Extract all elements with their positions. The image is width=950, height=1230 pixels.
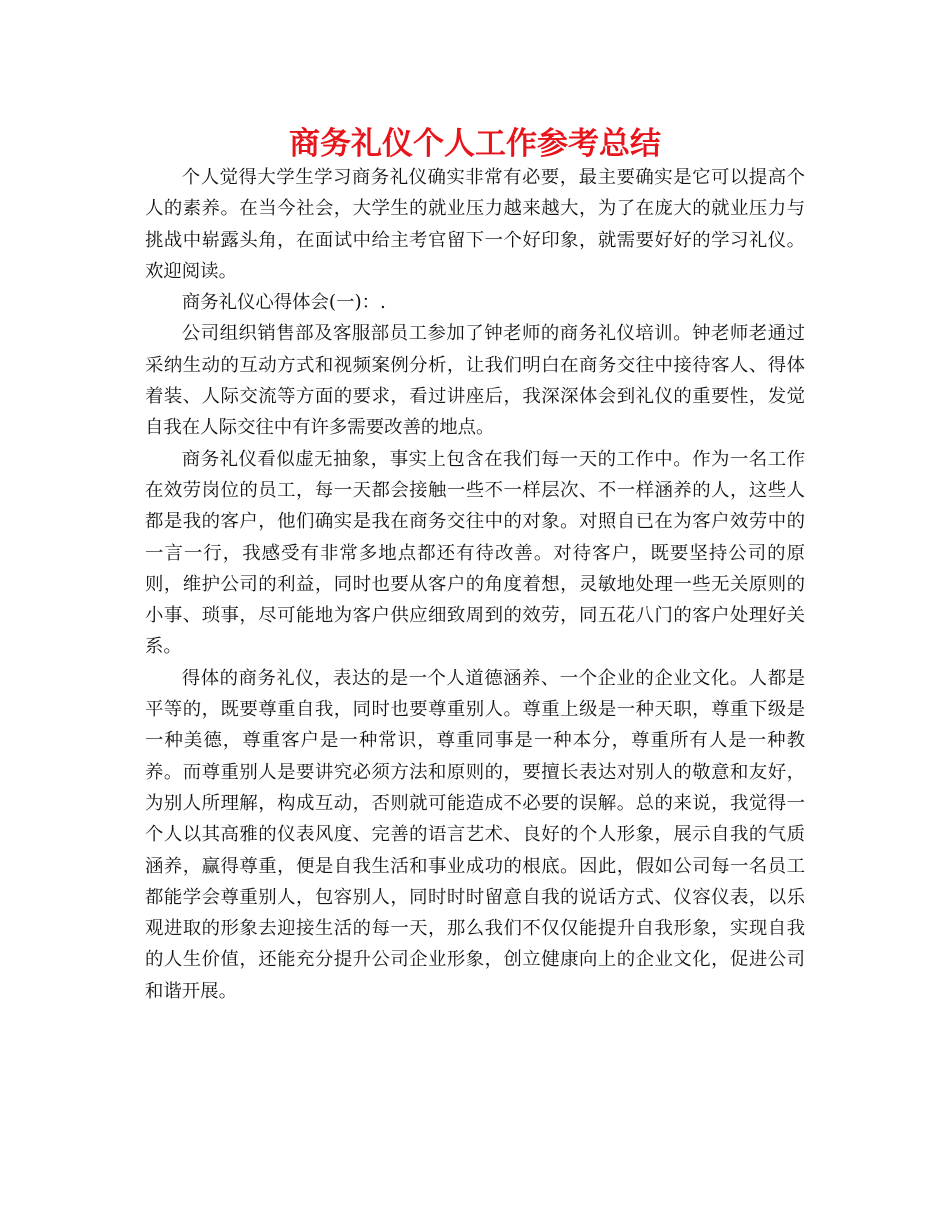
document-body bbox=[145, 162, 805, 1007]
paragraph-training: 公司组织销售部及客服部员工参加了钟老师的商务礼仪培训。钟老师老通过采纳生动的互动方式和视频案例分析，让我们明白在商务交往中接待客人、得体着装、人际交流等方面的要求，看过讲座后，我深深体会到礼仪的重要性，发觉自我在人际交往中有许多需要改善的地点。 bbox=[145, 323, 805, 439]
paragraph-intro: 个人觉得大学生学习商务礼仪确实非常有必要，最主要确实是它可以提高个人的素养。在当今社会，大学生的就业压力越来越大，为了在庞大的就业压力与挑战中崭露头角，在面试中给主考官留下一个好印象，就需要好好的学习礼仪。欢迎阅读。 bbox=[145, 167, 805, 282]
paragraph-daily-work: 商务礼仪看似虚无抽象，事实上包含在我们每一天的工作中。作为一名工作在效劳岗位的员工，每一天都会接触一些不一样层次、不一样涵养的人，这些人都是我的客户，他们确实是我在商务交往中的对象。对照自已在为客户效劳中的一言一行，我感受有非常多地点都还有待改善。对待客户，既要坚持公司的原则，维护公司的利益，同时也要从客户的角度着想，灵敏地处理一些无关原则的小事、琐事，尽可能地为客户供应细致周到的效劳，同五花八门的客户处理好关系。 bbox=[145, 448, 805, 658]
document-title: 商务礼仪个人工作参考总结 bbox=[289, 126, 661, 162]
paragraph-section-heading: 商务礼仪心得体会(一)：. bbox=[181, 292, 386, 314]
paragraph-respect: 得体的商务礼仪，表达的是一个人道德涵养、一个企业的企业文化。人都是平等的，既要尊重自我，同时也要尊重别人。尊重上级是一种天职，尊重下级是一种美德，尊重客户是一种常识，尊重同事是一种本分，尊重所有人是一种教养。而尊重别人是要讲究必须方法和原则的，要擅长表达对别人的敬意和友好，为别人所理解，构成互动，否则就可能造成不必要的误解。总的来说，我觉得一个人以其高雅的仪表风度、完善的语言艺术、良好的个人形象，展示自我的气质涵养，赢得尊重，便是自我生活和事业成功的根底。因此，假如公司每一名员工都能学会尊重别人，包容别人，同时时时留意自我的说话方式、仪容仪表，以乐观进取的形象去迎接生活的每一天，那么我们不仅仅能提升自我形象，实现自我的人生价值，还能充分提升公司企业形象，创立健康向上的企业文化，促进公司和谐开展。 bbox=[145, 667, 805, 1002]
